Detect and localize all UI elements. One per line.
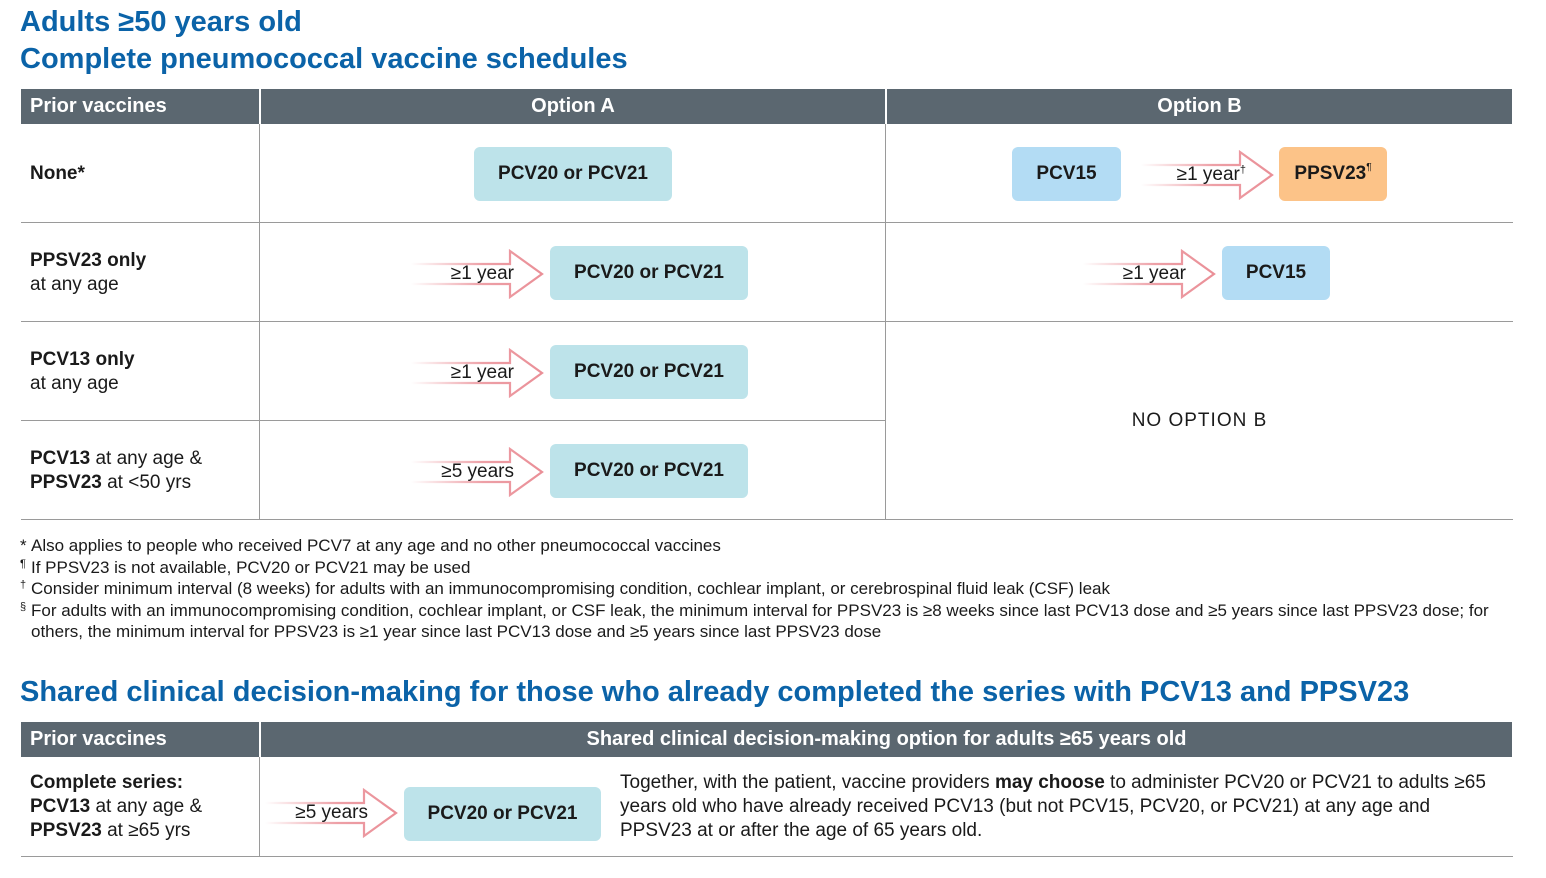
vaccine-pill-ppsv23 — [1279, 147, 1387, 201]
interval-arrow — [264, 788, 400, 838]
vaccine-pill-pcv20-pcv21: PCV20 or PCV21 — [550, 444, 748, 498]
footnote-item — [20, 557, 1520, 579]
table-bottom-border — [21, 519, 1513, 520]
footnote-mark: ¶ — [20, 557, 26, 570]
row-label-ppsv23-only: PPSV23 only at any age — [30, 250, 147, 295]
vaccine-pill-pcv15: PCV15 — [1222, 246, 1330, 300]
interval-label: ≥5 years — [295, 802, 368, 823]
interval-arrow — [410, 249, 546, 299]
interval-label: ≥1 year — [1122, 263, 1186, 284]
footnote-mark: † — [1239, 164, 1246, 176]
header-option-a: Option A — [261, 89, 885, 124]
interval-label: ≥1 year — [450, 263, 514, 284]
interval-label: ≥5 years — [441, 461, 514, 482]
interval-label: ≥1 year — [450, 362, 514, 383]
table-bottom-border — [21, 856, 1513, 857]
interval-label: ≥1 year — [1176, 164, 1240, 185]
footnote-text: Also applies to people who received PCV7 at any age and no other pneumococcal vaccines — [31, 536, 721, 555]
section-title-shared: Shared clinical decision-making for those who already completed the series with PCV13 and PPSV23 — [20, 676, 1410, 708]
vaccine-pill-pcv20-pcv21: PCV20 or PCV21 — [550, 246, 748, 300]
ppsv23-label: PPSV23 — [1294, 163, 1367, 184]
interval-arrow — [1082, 249, 1218, 299]
header-prior-vaccines: Prior vaccines — [21, 722, 259, 757]
page-title: Adults ≥50 years old — [20, 6, 302, 38]
header-prior-vaccines: Prior vaccines — [21, 89, 259, 124]
vaccine-pill-pcv20-pcv21: PCV20 or PCV21 — [404, 787, 601, 841]
header-shared-decision: Shared clinical decision-making option for adults ≥65 years old — [261, 722, 1512, 757]
page-subtitle: Complete pneumococcal vaccine schedules — [20, 43, 628, 75]
footnote-text: For adults with an immunocompromising condition, cochlear implant, or CSF leak, the minimum interval for PPSV23 is ≥8 weeks since last PCV13 dose and ≥5 years since last PPSV23 dose; for others, the minimum interval for PPSV23 is ≥1 year since last PCV13 dose and ≥5 years since last PPSV23 dose — [31, 600, 1489, 641]
footnote-item — [20, 535, 1520, 557]
column-divider — [885, 124, 886, 520]
column-divider — [259, 124, 260, 520]
interval-arrow — [410, 348, 546, 398]
footnote-mark: † — [20, 579, 27, 591]
header-option-b: Option B — [887, 89, 1512, 124]
row-label-complete-series: Complete series: PCV13 at any age & PPSV23 at ≥65 yrs — [30, 772, 203, 841]
footnote-mark: * — [20, 536, 27, 555]
footnote-text: Consider minimum interval (8 weeks) for adults with an immunocompromising condition, cochlear implant, or cerebrospinal fluid leak (CSF) leak — [31, 579, 1110, 598]
footnote-item — [20, 600, 1520, 643]
footnote-item — [20, 578, 1520, 600]
footnotes — [20, 535, 1520, 643]
vaccine-pill-pcv15: PCV15 — [1012, 147, 1121, 201]
footnote-mark: § — [20, 600, 27, 613]
column-divider — [259, 757, 260, 856]
row-divider — [21, 321, 1513, 322]
interval-arrow — [410, 447, 546, 497]
row-divider — [21, 420, 886, 421]
vaccine-pill-pcv20-pcv21: PCV20 or PCV21 — [550, 345, 748, 399]
shared-decision-text: Together, with the patient, vaccine providers may choose to administer PCV20 or PCV21 to adults ≥65 years old who have already received PCV13 (but not PCV15, PCV20, or PCV21) at any age and PPSV23 at or after the age of 65 years old. — [620, 772, 1486, 841]
row-label-pcv13-ppsv23: PCV13 at any age & PPSV23 at <50 yrs — [30, 448, 203, 493]
no-option-b-label: NO OPTION B — [1131, 410, 1268, 431]
row-divider — [21, 222, 1513, 223]
footnote-mark: ¶ — [1366, 162, 1372, 173]
footnote-text: If PPSV23 is not available, PCV20 or PCV21 may be used — [31, 557, 471, 577]
row-label-pcv13-only: PCV13 only at any age — [30, 349, 135, 394]
vaccine-pill-pcv20-pcv21: PCV20 or PCV21 — [474, 147, 672, 201]
row-label-none: None* — [30, 163, 85, 184]
interval-arrow — [1140, 150, 1276, 200]
